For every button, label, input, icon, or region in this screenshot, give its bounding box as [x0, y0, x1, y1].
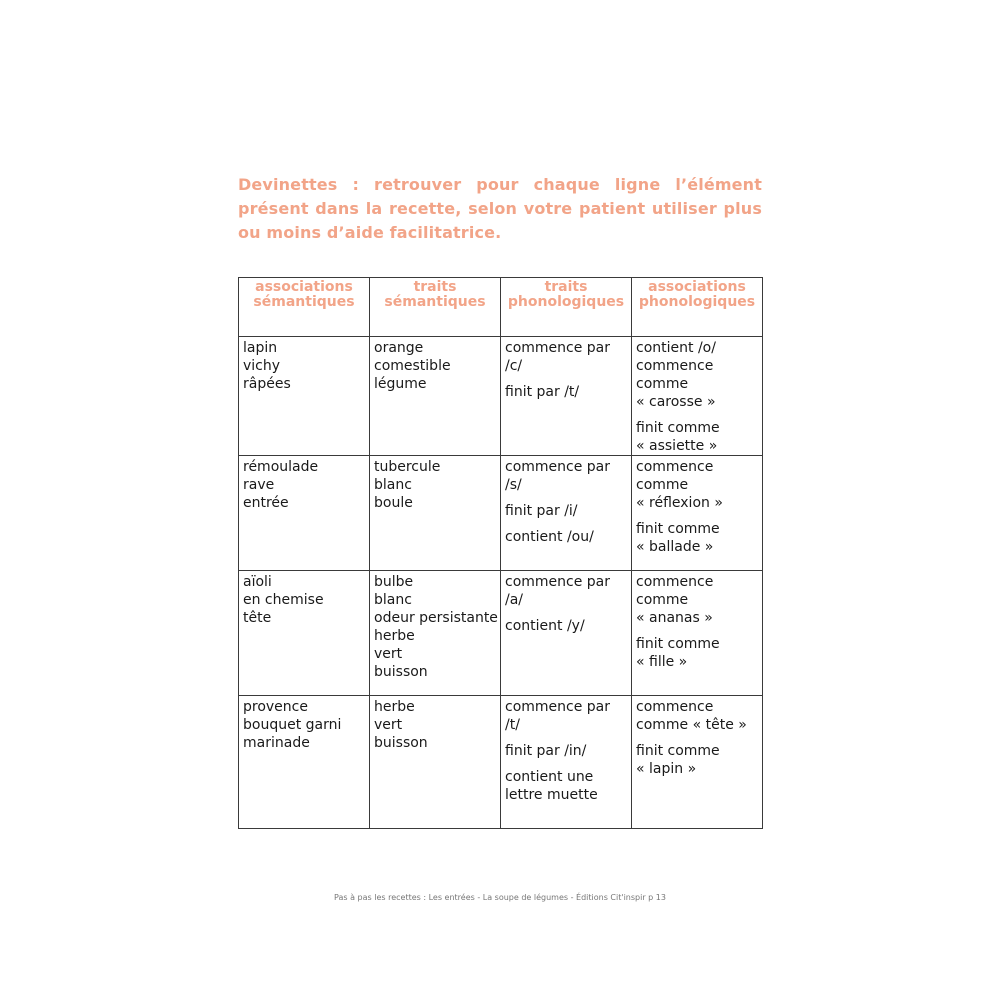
instructions-text: Devinettes : retrouver pour chaque ligne l’élément présent dans la recette, selon votre patient utiliser plus ou moins d’aide facilitatrice. [238, 175, 762, 242]
header-semantic-associations: associations sémantiques [239, 278, 370, 337]
table-row [239, 696, 763, 829]
cell-semantic-associations: rémoulade rave entrée [239, 456, 370, 571]
cell-semantic-traits: orange comestible légume [370, 337, 501, 456]
header-phonological-traits: traits phonologiques [501, 278, 632, 337]
table-row [239, 571, 763, 696]
header-phonological-associations: associations phonologiques [632, 278, 763, 337]
table-header-row [239, 278, 763, 337]
cell-semantic-associations: lapin vichy râpées [239, 337, 370, 456]
table-row [239, 456, 763, 571]
cell-semantic-traits: bulbe blanc odeur persistante herbe vert buisson [370, 571, 501, 696]
header-semantic-traits: traits sémantiques [370, 278, 501, 337]
table-row [239, 337, 763, 456]
cell-semantic-associations: provence bouquet garni marinade [239, 696, 370, 829]
riddle-table [238, 277, 763, 829]
cell-phonological-associations: commence comme « ananas » finit comme « fille » [632, 571, 763, 696]
cell-phonological-associations: commence comme « réflexion » finit comme « ballade » [632, 456, 763, 571]
cell-phonological-associations: contient /o/ commence comme « carosse » finit comme « assiette » [632, 337, 763, 456]
page-footer: Pas à pas les recettes : Les entrées - La soupe de légumes - Éditions Cit'inspir p 13 [334, 893, 666, 902]
cell-phonological-associations: commence comme « tête » finit comme « lapin » [632, 696, 763, 829]
cell-phonological-traits: commence par /s/ finit par /i/ contient /ou/ [501, 456, 632, 571]
cell-phonological-traits: commence par /t/ finit par /in/ contient une lettre muette [501, 696, 632, 829]
cell-phonological-traits: commence par /c/ finit par /t/ [501, 337, 632, 456]
cell-semantic-traits: herbe vert buisson [370, 696, 501, 829]
cell-phonological-traits: commence par /a/ contient /y/ [501, 571, 632, 696]
cell-semantic-traits: tubercule blanc boule [370, 456, 501, 571]
cell-semantic-associations: aïoli en chemise tête [239, 571, 370, 696]
